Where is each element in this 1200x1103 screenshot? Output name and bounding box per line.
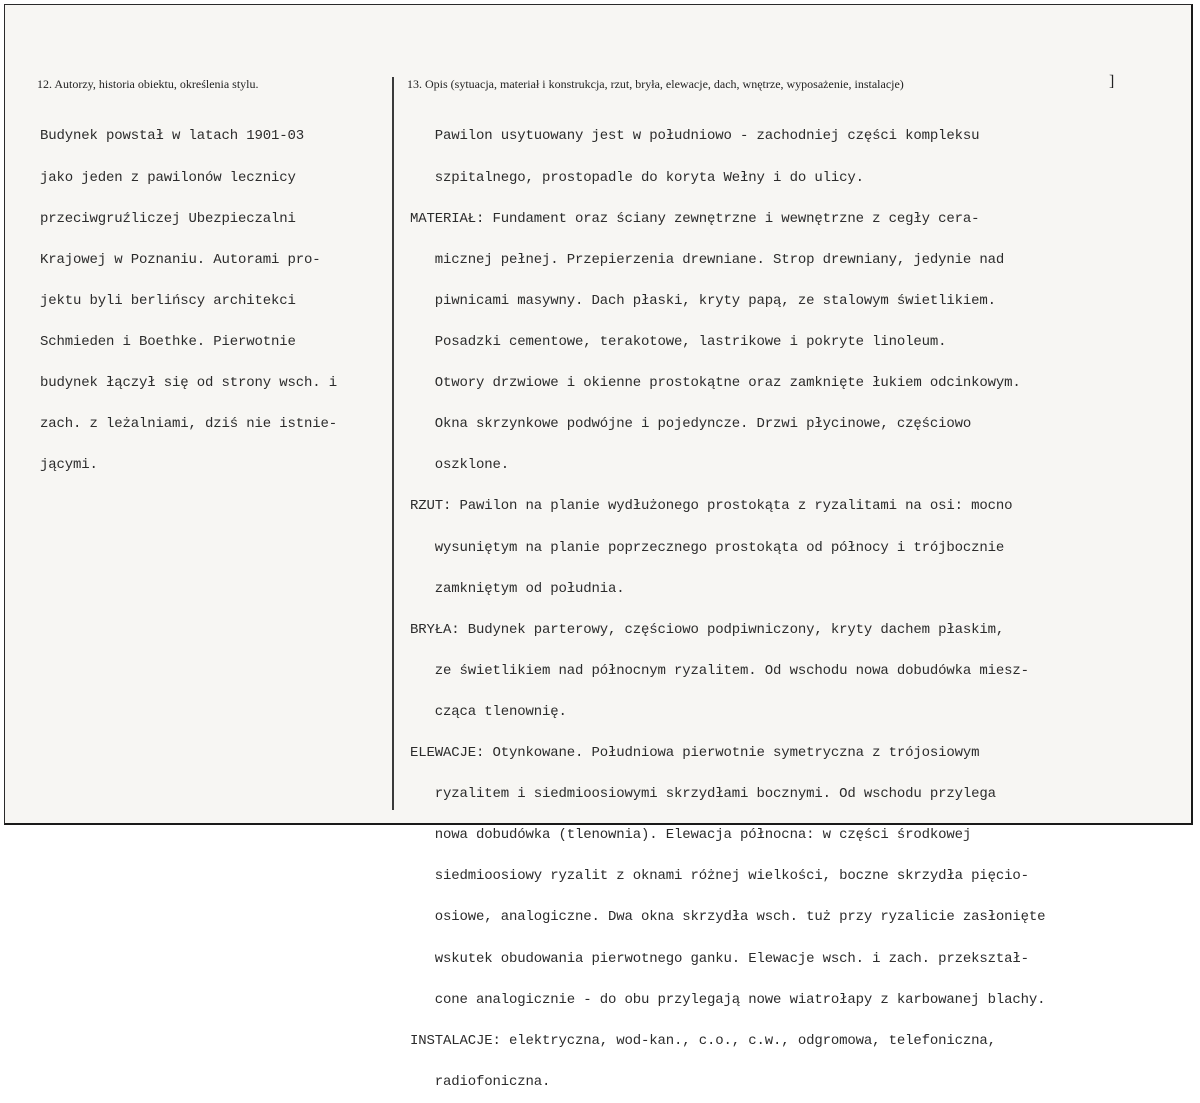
text-line: Otwory drzwiowe i okienne prostokątne oraz zamknięte łukiem odcinkowym. — [410, 375, 1021, 392]
text-line: wysuniętym na planie poprzecznego prostokąta od północy i trójbocznie — [410, 539, 1005, 556]
text-line: cząca tlenownię. — [410, 703, 567, 720]
section-12-header: 12. Autorzy, historia obiektu, określenia stylu. — [37, 77, 259, 91]
text-line: Okna skrzynkowe podwójne i pojedyncze. Drzwi płycinowe, częściowo — [410, 416, 972, 433]
text-line: szpitalnego, prostopadle do koryta Wełny i do ulicy. — [410, 169, 864, 186]
text-line: jącymi. — [40, 457, 98, 474]
text-line: RZUT: Pawilon na planie wydłużonego prostokąta z ryzalitami na osi: mocno — [410, 498, 1013, 515]
authors-history-text — [40, 103, 337, 487]
header-bracket-mark: ] — [1109, 73, 1115, 90]
text-line: budynek łączył się od strony wsch. i — [40, 375, 338, 392]
section-13-header: 13. Opis (sytuacja, materiał i konstrukcja, rzut, bryła, elewacje, dach, wnętrze, wyposażenie, instalacje) — [407, 77, 904, 91]
text-line: oszklone. — [410, 457, 510, 474]
text-line: osiowe, analogiczne. Dwa okna skrzydła wsch. tuż przy ryzalicie zasłonięte — [410, 909, 1046, 926]
text-line: INSTALACJE: elektryczna, wod-kan., c.o., c.w., odgromowa, telefoniczna, — [410, 1032, 996, 1049]
text-line: MATERIAŁ: Fundament oraz ściany zewnętrzne i wewnętrzne z cegły cera- — [410, 210, 980, 227]
text-line: zach. z leżalniami, dziś nie istnie- — [40, 416, 338, 433]
text-line: siedmioosiowy ryzalit z oknami różnej wielkości, boczne skrzydła pięcio- — [410, 868, 1029, 885]
text-line: jako jeden z pawilonów lecznicy — [40, 169, 296, 186]
text-line: przeciwgruźliczej Ubezpieczalni — [40, 210, 296, 227]
column-divider — [392, 77, 394, 810]
text-line: radiofoniczna. — [410, 1073, 551, 1090]
text-line: nowa dobudówka (tlenownia). Elewacja północna: w części środkowej — [410, 827, 972, 844]
text-line: Krajowej w Poznaniu. Autorami pro- — [40, 251, 321, 268]
text-line: piwnicami masywny. Dach płaski, kryty papą, ze stalowym świetlikiem. — [410, 292, 996, 309]
text-line: ryzalitem i siedmioosiowymi skrzydłami bocznymi. Od wschodu przylega — [410, 786, 996, 803]
text-line: zamkniętym od południa. — [410, 580, 625, 597]
text-line: BRYŁA: Budynek parterowy, częściowo podpiwniczony, kryty dachem płaskim, — [410, 621, 1005, 638]
text-line: Schmieden i Boethke. Pierwotnie — [40, 333, 296, 350]
text-line: Posadzki cementowe, terakotowe, lastrikowe i pokryte linoleum. — [410, 333, 947, 350]
text-line: wskutek obudowania pierwotnego ganku. Elewacje wsch. i zach. przekształ- — [410, 950, 1029, 967]
text-line: ELEWACJE: Otynkowane. Południowa pierwotnie symetryczna z trójosiowym — [410, 745, 980, 762]
text-line: Budynek powstał w latach 1901-03 — [40, 128, 305, 145]
text-line: cone analogicznie - do obu przylegają nowe wiatrołapy z karbowanej blachy. — [410, 991, 1046, 1008]
text-line: Pawilon usytuowany jest w południowo - zachodniej części kompleksu — [410, 128, 980, 145]
text-line: jektu byli berlińscy architekci — [40, 292, 296, 309]
description-text — [410, 103, 1045, 1103]
text-line: micznej pełnej. Przepierzenia drewniane. Strop drewniany, jedynie nad — [410, 251, 1005, 268]
text-line: ze świetlikiem nad północnym ryzalitem. Od wschodu nowa dobudówka miesz- — [410, 662, 1029, 679]
